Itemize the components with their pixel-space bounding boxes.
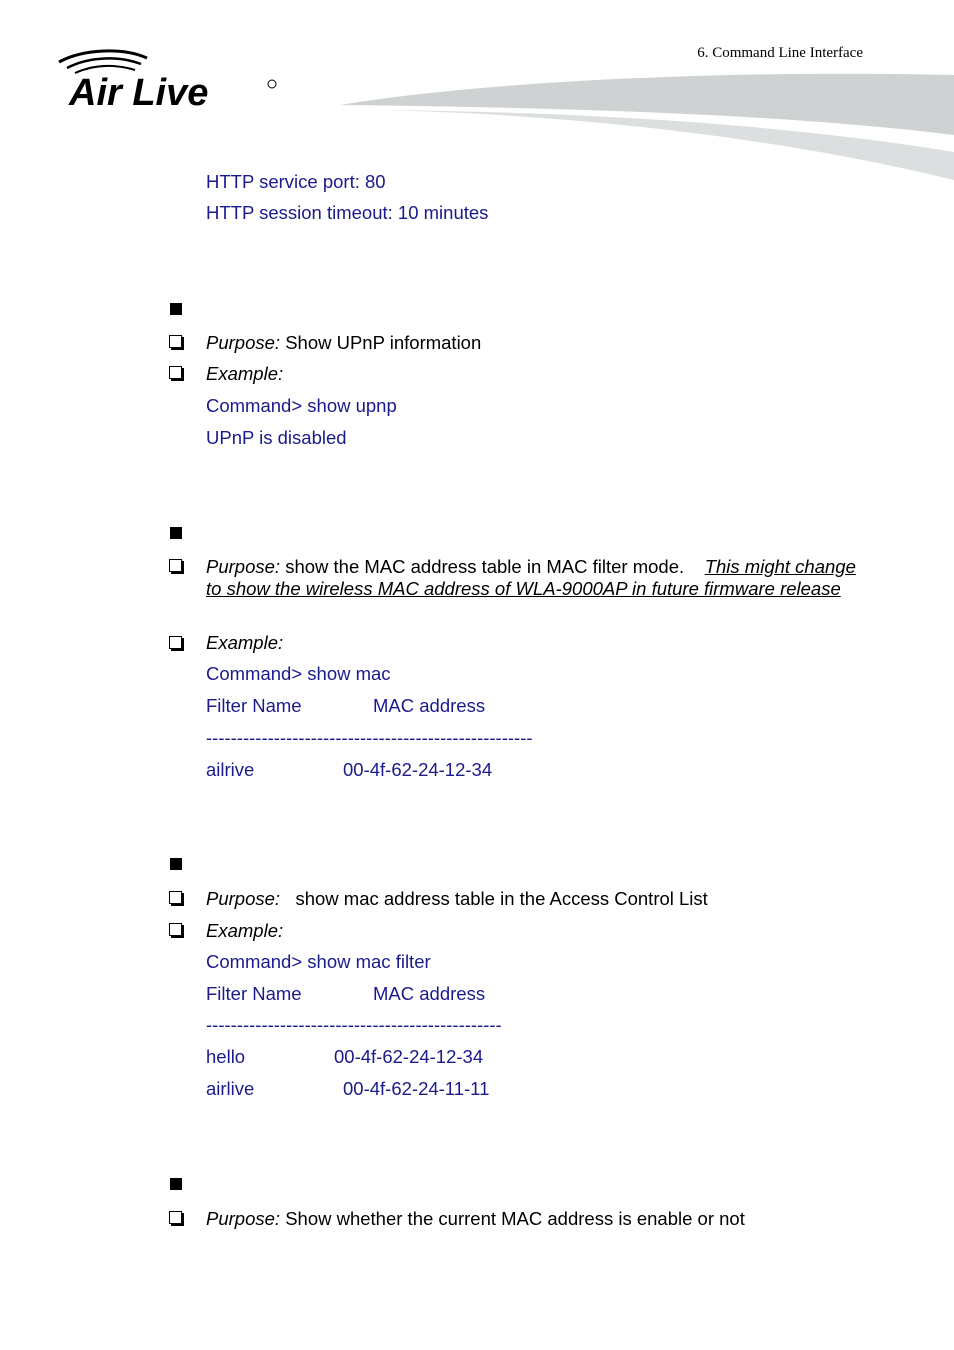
macfilter-divider: ------------------------------------------------ <box>206 1014 502 1035</box>
checkbox-bullet-icon <box>169 1211 182 1224</box>
section-bullet-icon <box>170 303 182 315</box>
mac-divider: ----------------------------------------------------- <box>206 727 533 748</box>
checkbox-bullet-icon <box>169 335 182 348</box>
http-timeout-line: HTTP session timeout: 10 minutes <box>206 202 489 223</box>
section-bullet-icon <box>170 527 182 539</box>
svg-text:Air Live: Air Live <box>69 72 209 110</box>
mac-col-name: Filter Name <box>206 695 302 716</box>
upnp-purpose: Purpose: Show UPnP information <box>206 332 482 353</box>
header-swoosh <box>340 70 954 190</box>
macfilter-purpose: Purpose: show mac address table in the Access Control List <box>206 888 708 909</box>
checkbox-bullet-icon <box>169 366 182 379</box>
mac-example-label: Example: <box>206 632 284 653</box>
mac-row-address: 00-4f-62-24-12-34 <box>343 759 493 780</box>
checkbox-bullet-icon <box>169 891 182 904</box>
checkbox-bullet-icon <box>169 923 182 936</box>
macfilter-col-address: MAC address <box>373 983 486 1004</box>
macfilter-row-name: hello <box>206 1046 246 1067</box>
mac-command: Command> show mac <box>206 663 391 684</box>
chapter-header: 6. Command Line Interface <box>697 45 863 61</box>
section-bullet-icon <box>170 1178 182 1190</box>
upnp-example-label: Example: <box>206 363 284 384</box>
section-bullet-icon <box>170 858 182 870</box>
checkbox-bullet-icon <box>169 559 182 572</box>
macfilter-row-address: 00-4f-62-24-12-34 <box>334 1046 484 1067</box>
http-port-line: HTTP service port: 80 <box>206 171 386 192</box>
mac-row-name: ailrive <box>206 759 255 780</box>
airlive-logo <box>55 48 280 110</box>
upnp-output: UPnP is disabled <box>206 427 347 448</box>
mac-purpose: Purpose: show the MAC address table in MAC filter mode. This might change to show the wireless MAC address of WLA-9000AP in future firmware release <box>206 556 856 599</box>
checkbox-bullet-icon <box>169 636 182 649</box>
mac-col-address: MAC address <box>373 695 486 716</box>
macstatus-purpose: Purpose: Show whether the current MAC address is enable or not <box>206 1208 745 1229</box>
macfilter-row-name: airlive <box>206 1078 255 1099</box>
upnp-command: Command> show upnp <box>206 395 397 416</box>
macfilter-example-label: Example: <box>206 920 284 941</box>
macfilter-row-address: 00-4f-62-24-11-11 <box>343 1078 490 1099</box>
macfilter-command: Command> show mac filter <box>206 951 431 972</box>
macfilter-col-name: Filter Name <box>206 983 302 1004</box>
